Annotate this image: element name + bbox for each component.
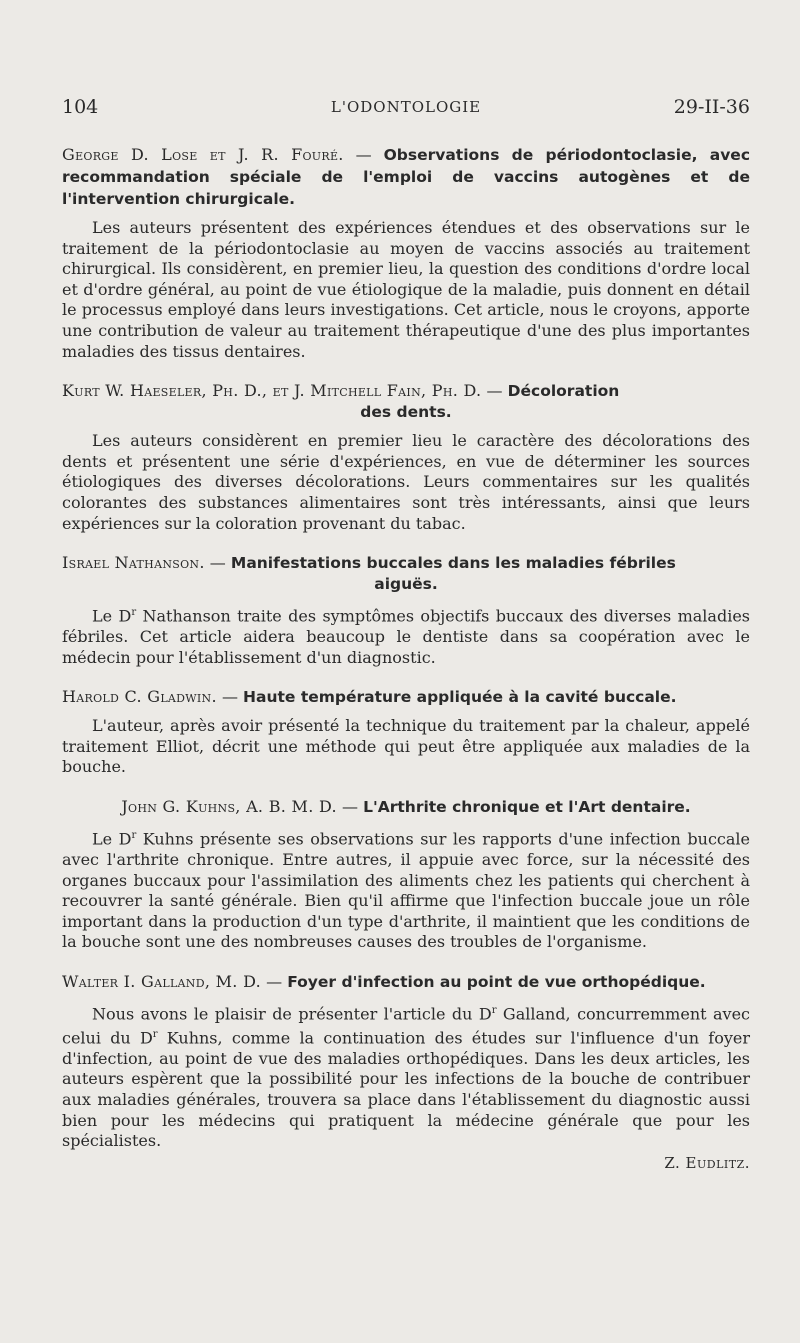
review-entry <box>62 971 750 1172</box>
review-entry <box>62 380 750 534</box>
article-title: Haute température appliquée à la cavité buccale. <box>243 688 677 707</box>
reviewer-signature: Z. Eudlitz. <box>664 1153 750 1172</box>
article-title: Foyer d'infection au point de vue orthopédique. <box>287 972 706 991</box>
authors: Israel Nathanson. <box>62 553 205 573</box>
dash: — <box>336 797 364 817</box>
citation <box>62 380 750 423</box>
dash: — <box>343 145 384 164</box>
summary-paragraph: Les auteurs présentent des expériences étendues et des observations sur le traitement de la périodontoclasie au moyen de vaccins associés au traitement chirurgical. Ils considèrent, en premier lieu, la question des conditions d'ordre local et d'ordre général, au point de vue étiologique de la maladie, puis donnent en détail le processus employé dans leurs investigations. Cet article, nous le croyons, apporte une contribution de valeur au traitement thérapeutique d'une des plus importantes maladies des tissus dentaires. <box>62 218 750 361</box>
body-text: Nathanson traite des symptômes objectifs buccaux des diverses maladies fébriles. Cet article aidera beaucoup le dentiste dans sa coopération avec le médecin pour l'établissement d'un diagnostic. <box>62 606 750 667</box>
citation <box>62 686 750 708</box>
dash: — <box>216 687 244 707</box>
article-title: Observations de périodontoclasie, avec recommandation spéciale de l'emploi de vaccins autogènes et de l'intervention chirurgicale. <box>62 146 751 208</box>
review-entry <box>62 144 750 362</box>
summary-paragraph <box>62 603 750 668</box>
body-text: Kuhns présente ses observations sur les rapports d'une infection buccale avec l'arthrite chronique. Entre autres, il appuie avec force, sur la nécessité des organes buccaux pour l'assimilation des aliments chez les patients qui cherchent à recouvrer la santé générale. Bien qu'il affirme que l'infection buccale joue un rôle important dans la production d'un type d'arthrite, il maintient que les conditions de la bouche sont une des nombreuses causes des troubles de l'organisme. <box>62 829 750 952</box>
summary-paragraph <box>62 1001 750 1152</box>
body-prefix: Nous avons le plaisir de présenter l'article du D <box>92 1004 492 1024</box>
citation <box>62 971 750 993</box>
superscript: r <box>152 1028 158 1040</box>
superscript: r <box>131 830 137 842</box>
summary-paragraph <box>62 826 750 953</box>
citation <box>62 552 750 595</box>
article-title: L'Arthrite chronique et l'Art dentaire. <box>363 798 691 817</box>
page <box>62 96 750 1172</box>
authors: George D. Lose et J. R. Fouré. <box>62 145 344 164</box>
article-title-continued: aiguës. <box>374 575 438 594</box>
article-title: Décoloration <box>507 382 620 401</box>
summary-paragraph: L'auteur, après avoir présenté la technique du traitement par la chaleur, appelé traitement Elliot, décrit une méthode qui peut être appliquée aux maladies de la bouche. <box>62 716 750 777</box>
dash: — <box>481 381 508 401</box>
body-prefix: Le D <box>92 606 132 626</box>
article-title-continued: des dents. <box>360 403 452 422</box>
body-mid: Galland, concurremment avec celui du D <box>62 1004 750 1048</box>
issue-date: 29-II-36 <box>673 96 750 118</box>
review-entry <box>62 552 750 668</box>
authors: John G. Kuhns, A. B. M. D. <box>121 797 337 817</box>
page-header <box>62 96 750 126</box>
authors: Harold C. Gladwin. <box>62 687 217 707</box>
citation <box>62 144 750 210</box>
body-text: Kuhns, comme la continuation des études sur l'influence d'un foyer d'infection, au point de vue des maladies orthopédiques. Dans les deux articles, les auteurs espèrent que la possibilité pour les infections de la bouche de contribuer aux maladies générales, trouvera sa place dans l'établissement du diagnostic aussi bien pour les médecins qui pratiquent la médecine générale que pour les spécialistes. <box>62 1028 750 1151</box>
superscript: r <box>131 607 137 619</box>
dash: — <box>204 553 231 573</box>
dash: — <box>261 971 288 991</box>
review-entry <box>62 796 750 953</box>
summary-paragraph: Les auteurs considèrent en premier lieu le caractère des décolorations des dents et présentent une série d'expériences, en vue de déterminer les sources étiologiques des diverses décolorations. Leurs commentaires sur les qualités colorantes des substances alimentaires sont très intéressants, ainsi que leurs expériences sur la coloration provenant du tabac. <box>62 431 750 533</box>
body-prefix: Le D <box>92 829 132 849</box>
review-entry <box>62 686 750 778</box>
authors: Walter I. Galland, M. D. <box>62 971 262 991</box>
article-title: Manifestations buccales dans les maladies fébriles <box>230 554 676 573</box>
journal-title: L'ODONTOLOGIE <box>330 98 482 116</box>
page-number: 104 <box>62 96 99 118</box>
superscript: r <box>491 1004 497 1016</box>
authors: Kurt W. Haeseler, Ph. D., et J. Mitchell Fain, Ph. D. <box>62 381 482 401</box>
citation <box>62 796 750 818</box>
